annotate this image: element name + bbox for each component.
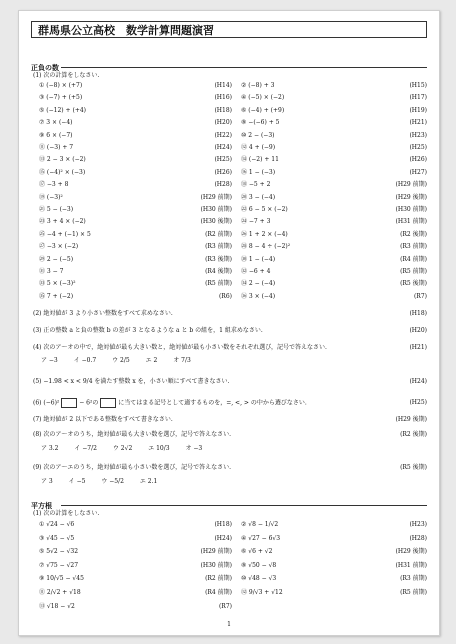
choice: イ −5 — [68, 478, 86, 485]
problem-source-tag: (R3 後期) — [205, 255, 232, 263]
problem-source-tag: (R5 前期) — [400, 268, 427, 275]
problem-expression: ⑪ (−3) + 7 — [39, 144, 74, 151]
choice: イ −0.7 — [73, 357, 97, 364]
problem-expression: ② (−8) + 3 — [241, 82, 275, 89]
choice: ウ 2/5 — [112, 357, 130, 364]
problem-source-tag: (H22) — [214, 131, 232, 139]
problem-expression: ④ √27 − 6√3 — [241, 534, 281, 542]
problem-source-tag: (H30 前期) — [200, 206, 232, 213]
answer-box — [100, 398, 116, 408]
problem-expression: ⑩ √48 − √3 — [241, 575, 277, 583]
choice: エ 10/3 — [148, 445, 170, 452]
question-8: (8) 次のア〜オのうち，絶対値が最も大きい数を選び，記号で答えなさい. — [33, 431, 232, 438]
problem-source-tag: (H29 後期) — [395, 193, 427, 201]
problem-expression: ⑲ (−3)² — [39, 193, 63, 201]
problem-expression: ⑩ 2 − (−3) — [241, 131, 275, 139]
problem-expression: ⑬ 2 − 3 × (−2) — [39, 156, 86, 164]
problem-source-tag: (R5 前期) — [205, 280, 232, 288]
problem-expression: ㉟ 7 + (−2) — [39, 292, 74, 300]
problem-expression: ㉑ 5 − (−3) — [39, 206, 74, 213]
section-heading-label: 平方根 — [31, 501, 52, 510]
problem-source-tag: (R2 後期) — [400, 230, 427, 238]
problem-expression: ⑨ 10/√5 − √45 — [39, 575, 84, 583]
problem-source-tag: (R3 前期) — [400, 575, 427, 583]
problem-expression: ④ (−5) × (−2) — [241, 94, 285, 102]
problem-source-tag: (H31 前期) — [395, 218, 427, 226]
choice: ア 3.2 — [41, 445, 59, 452]
problem-expression: ⑫ 4 + (−9) — [241, 144, 276, 151]
problem-expression: ⑰ −3 + 8 — [39, 181, 69, 189]
section-divider — [61, 67, 427, 68]
problem-expression: ㊱ 3 × (−4) — [241, 292, 276, 300]
problem-source-tag: (H30 前期) — [200, 561, 232, 569]
question-6 — [33, 398, 307, 408]
problem-source-tag: (R7) — [413, 292, 427, 300]
page-number: 1 — [227, 621, 231, 628]
problem-expression: ⑱ −5 + 2 — [241, 181, 271, 189]
section2-question-1-prompt: (1) 次の計算をしなさい. — [33, 510, 100, 517]
problem-source-tag: (H23) — [409, 131, 427, 139]
problem-source-tag: (H24) — [214, 534, 232, 542]
question-9: (9) 次のア〜エのうち，絶対値が最も小さい数を選び，記号で答えなさい. — [33, 464, 232, 471]
question-2: (2) 絶対値が 3 より小さい整数をすべて求めなさい. — [33, 310, 173, 317]
problem-source-tag: (H29 前期) — [200, 193, 232, 201]
problem-source-tag: (H29 後期) — [395, 548, 427, 556]
question-8-source: (R2 後期) — [400, 431, 427, 438]
problem-expression: ⑥ √6 + √2 — [241, 548, 273, 556]
question-4-choices — [41, 357, 205, 364]
problem-expression: ⑮ (−4)² × (−3) — [39, 168, 86, 176]
problem-expression: ⑳ 3 − (−4) — [241, 193, 276, 201]
problem-expression: ㉓ 3 + 4 × (−2) — [39, 218, 86, 226]
choice: オ −3 — [185, 445, 203, 452]
choice: オ 7/3 — [173, 357, 191, 364]
problem-source-tag: (H28) — [409, 534, 427, 542]
problem-expression: ③ (−7) + (+5) — [39, 94, 83, 102]
problem-expression: ㉚ 1 − (−4) — [241, 255, 276, 263]
problem-source-tag: (R6) — [218, 292, 232, 300]
problem-expression: ③ √45 − √5 — [39, 534, 75, 542]
problem-source-tag: (H27) — [409, 168, 427, 176]
problem-expression: ⑯ 1 − (−3) — [241, 168, 276, 176]
problem-source-tag: (H18) — [214, 106, 232, 114]
problem-expression: ⑥ (−4) + (+9) — [241, 106, 285, 114]
problem-source-tag: (H25) — [409, 144, 427, 151]
problem-source-tag: (H31 前期) — [395, 561, 427, 569]
problem-source-tag: (H29 前期) — [200, 548, 232, 556]
problem-expression: ㉜ −6 + 4 — [241, 268, 271, 275]
question-6-part: (6) (−6)² — [33, 399, 60, 407]
problem-expression: ⑤ 5√2 − √32 — [39, 548, 79, 556]
problem-expression: ㉗ −3 × (−2) — [39, 243, 79, 251]
problem-expression: ㉔ −7 + 3 — [241, 218, 271, 226]
question-7: (7) 絶対値が 2 以下である整数をすべて書きなさい. — [33, 416, 173, 423]
problem-expression: ㉕ −4 + (−1) × 5 — [39, 230, 91, 238]
problem-expression: ① √24 − √6 — [39, 521, 75, 528]
problem-source-tag: (H19) — [409, 106, 427, 114]
question-5-source: (H24) — [409, 378, 427, 385]
problem-source-tag: (R3 前期) — [400, 243, 427, 251]
problem-expression: ① (−8) × (+7) — [39, 82, 83, 89]
problem-expression: ⑫ 9/√3 + √12 — [241, 589, 283, 596]
problem-source-tag: (H18) — [214, 521, 232, 528]
problem-source-tag: (R4 前期) — [205, 589, 232, 596]
problem-source-tag: (R3 前期) — [205, 243, 232, 251]
problem-source-tag: (R4 前期) — [400, 255, 427, 263]
problem-source-tag: (H28) — [214, 181, 232, 189]
problem-source-tag: (R5 後期) — [400, 280, 427, 288]
problem-source-tag: (H23) — [409, 521, 427, 528]
question-6-part: − 6²の — [79, 399, 99, 407]
problem-expression: ⑦ √75 − √27 — [39, 561, 79, 569]
problem-expression: ⑬ √18 − √2 — [39, 602, 75, 610]
problem-source-tag: (H26) — [214, 168, 232, 176]
question-9-source: (R5 後期) — [400, 464, 427, 471]
question-3: (3) 正の整数 a と負の整数 b の差が 3 となるような a と b の組を，1 組求めなさい. — [33, 327, 263, 334]
problem-expression: ⑦ 3 × (−4) — [39, 119, 73, 127]
problem-source-tag: (H14) — [214, 82, 232, 89]
problem-expression: ㉒ 6 − 5 × (−2) — [241, 206, 288, 213]
choice: イ −7/2 — [74, 445, 97, 452]
question-4-source: (H21) — [409, 344, 427, 351]
choice: ウ 2√2 — [112, 445, 133, 452]
problem-expression: ⑪ 2/√2 + √18 — [39, 589, 81, 596]
problem-source-tag: (H17) — [409, 94, 427, 102]
problem-expression: ㉛ 3 − 7 — [39, 268, 64, 275]
choice: ウ −5/2 — [101, 478, 124, 485]
problem-source-tag: (R2 前期) — [205, 230, 232, 238]
question-5: (5) −1.98 < x < 9/4 を満たす整数 x を，小さい順にすべて書きなさい. — [33, 378, 230, 385]
problem-source-tag: (R7) — [218, 602, 232, 610]
worksheet-page — [18, 10, 440, 636]
problem-source-tag: (H15) — [409, 82, 427, 89]
question-4: (4) 次のア〜オの中で，絶対値が最も大きい数と，絶対値が最も小さい数をそれぞれ選び，記号で答えなさい. — [33, 344, 327, 351]
problem-expression: ⑭ (−2) + 11 — [241, 156, 279, 164]
question-1-prompt: (1) 次の計算をしなさい. — [33, 72, 100, 79]
question-7-source: (H29 後期) — [395, 416, 427, 423]
question-6-source: (H25) — [409, 399, 427, 406]
problem-expression: ㉝ 5 × (−3)² — [39, 280, 76, 288]
problem-source-tag: (R2 前期) — [205, 575, 232, 583]
choice: ア 3 — [41, 478, 53, 485]
question-8-choices — [41, 445, 216, 452]
section-heading-label: 正負の数 — [31, 63, 59, 72]
problem-expression: ⑨ 6 × (−7) — [39, 131, 73, 139]
answer-box — [61, 398, 77, 408]
problem-source-tag: (H16) — [214, 94, 232, 102]
question-3-source: (H20) — [409, 327, 427, 334]
problem-source-tag: (H24) — [214, 144, 232, 151]
choice: ア −3 — [41, 357, 58, 364]
problem-source-tag: (R4 後期) — [205, 268, 232, 275]
problem-source-tag: (H29 前期) — [395, 181, 427, 189]
question-2-source: (H18) — [409, 310, 427, 317]
problem-source-tag: (H30 後期) — [200, 218, 232, 226]
problem-expression: ⑤ (−12) + (+4) — [39, 106, 86, 114]
problem-expression: ㉙ 2 − (−5) — [39, 255, 74, 263]
problem-expression: ⑧ −(−6) + 5 — [241, 119, 280, 127]
problem-source-tag: (H26) — [409, 156, 427, 164]
problem-expression: ② √8 − 1/√2 — [241, 521, 279, 528]
choice: エ 2 — [145, 357, 158, 364]
page-title: 群馬県公立高校 数学計算問題演習 — [31, 21, 427, 38]
problem-expression: ㉘ 8 − 4 ÷ (−2)² — [241, 243, 291, 251]
problem-expression: ㉞ 2 − (−4) — [241, 280, 276, 288]
problem-source-tag: (H30 前期) — [395, 206, 427, 213]
problem-expression: ⑧ √50 − √8 — [241, 561, 277, 569]
choice: エ 2.1 — [139, 478, 158, 485]
question-6-part: に当てはまる記号として適するものを，=, <, > の中から選びなさい. — [118, 399, 307, 407]
problem-source-tag: (H25) — [214, 156, 232, 164]
problem-source-tag: (R5 前期) — [400, 589, 427, 596]
question-9-choices — [41, 478, 171, 485]
problem-source-tag: (H21) — [409, 119, 427, 127]
problem-expression: ㉖ 1 + 2 × (−4) — [241, 230, 288, 238]
problem-source-tag: (H20) — [214, 119, 232, 127]
section-divider — [61, 505, 427, 506]
